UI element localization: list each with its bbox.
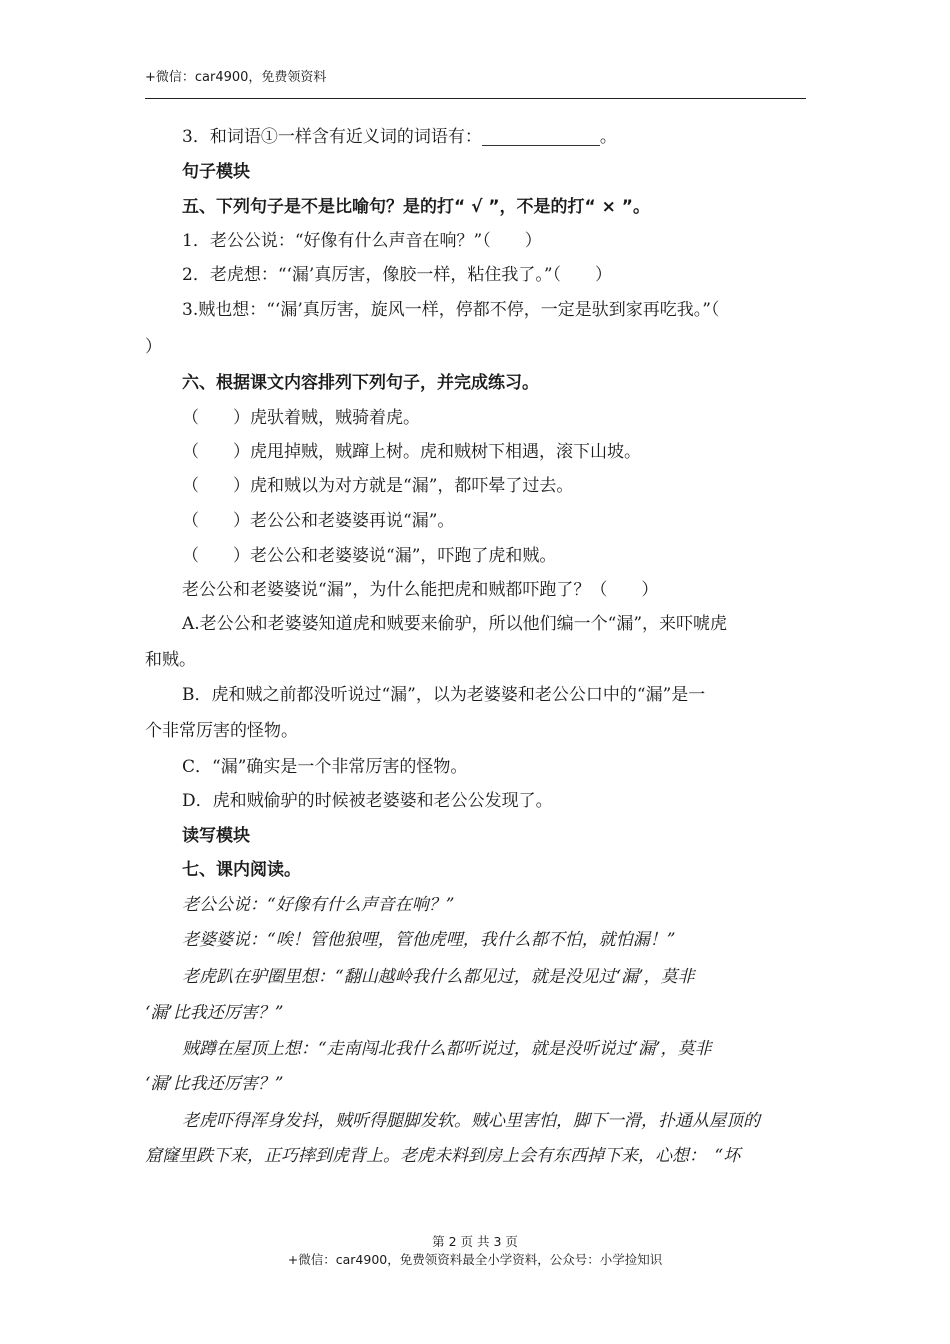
question-3-text: 3．和词语①一样含有近义词的词语有： [182,127,482,147]
option-b-cont: 个非常厉害的怪物。 [145,721,298,741]
question-5-item-3-cont: ） [145,337,162,357]
order-item-5: （ ）老公公和老婆婆说“漏”，吓跑了虎和贼。 [182,546,557,566]
passage-line-1: 老公公说：“好像有什么声音在响？” [182,895,455,915]
answer-blank[interactable] [482,127,600,146]
option-a-cont: 和贼。 [145,650,196,670]
passage-line-4-cont: ‘漏’比我还厉害？” [145,1074,284,1094]
question-5-item-3: 3.贼也想：“‘漏’真厉害，旋风一样，停都不停，一定是驮到家再吃我。”（ [182,300,720,320]
footer-note: +微信：car4900，免费领资料最全小学资料，公众号：小学捡知识 [287,1252,663,1267]
passage-line-5: 老虎吓得浑身发抖，贼听得腿脚发软。贼心里害怕，脚下一滑，扑通从屋顶的 [182,1111,760,1131]
option-c: C．“漏”确实是一个非常厉害的怪物。 [182,757,468,777]
order-item-4: （ ）老公公和老婆婆再说“漏”。 [182,511,455,531]
page-number: 第 2 页 共 3 页 [432,1234,518,1249]
question-heading-5: 五、下列句子是不是比喻句？是的打“ √ ”，不是的打“ × ”。 [182,197,650,217]
passage-line-3-cont: ‘漏’比我还厉害？” [145,1003,284,1023]
passage-line-5-cont: 窟窿里跌下来，正巧摔到虎背上。老虎未料到房上会有东西掉下来，心想： “坏 [145,1146,741,1166]
order-item-1: （ ）虎驮着贼，贼骑着虎。 [182,408,420,428]
question-heading-6: 六、根据课文内容排列下列句子，并完成练习。 [182,373,539,393]
option-b: B．虎和贼之前都没听说过“漏”，以为老婆婆和老公公口中的“漏”是一 [182,685,706,705]
order-item-2: （ ）虎甩掉贼，贼蹿上树。虎和贼树下相遇，滚下山坡。 [182,442,641,462]
question-6-prompt: 老公公和老婆婆说“漏”，为什么能把虎和贼都吓跑了？（ ） [182,580,659,600]
section-title-reading-writing: 读写模块 [182,826,250,846]
question-3-line [145,120,806,154]
passage-line-4: 贼蹲在屋顶上想：“走南闯北我什么都听说过，就是没听说过‘漏’，莫非 [182,1039,712,1059]
question-3-suffix: 。 [599,127,617,147]
question-5-item-2: 2．老虎想：“‘漏’真厉害，像胶一样，粘住我了。”（ ） [182,265,613,285]
option-d: D．虎和贼偷驴的时候被老婆婆和老公公发现了。 [182,791,553,811]
header-divider [145,98,806,99]
option-a: A.老公公和老婆婆知道虎和贼要来偷驴，所以他们编一个“漏”，来吓唬虎 [182,614,728,634]
question-5-item-1: 1．老公公说：“好像有什么声音在响？”（ ） [182,231,542,251]
section-title-sentences: 句子模块 [182,162,250,182]
question-heading-7: 七、课内阅读。 [182,860,301,880]
order-item-3: （ ）虎和贼以为对方就是“漏”，都吓晕了过去。 [182,476,574,496]
passage-line-2: 老婆婆说：“唉！管他狼哩，管他虎哩，我什么都不怕，就怕漏！” [182,930,676,950]
page-header: +微信：car4900，免费领资料 [145,70,327,85]
passage-line-3: 老虎趴在驴圈里想：“翻山越岭我什么都见过，就是没见过‘漏’，莫非 [182,967,695,987]
